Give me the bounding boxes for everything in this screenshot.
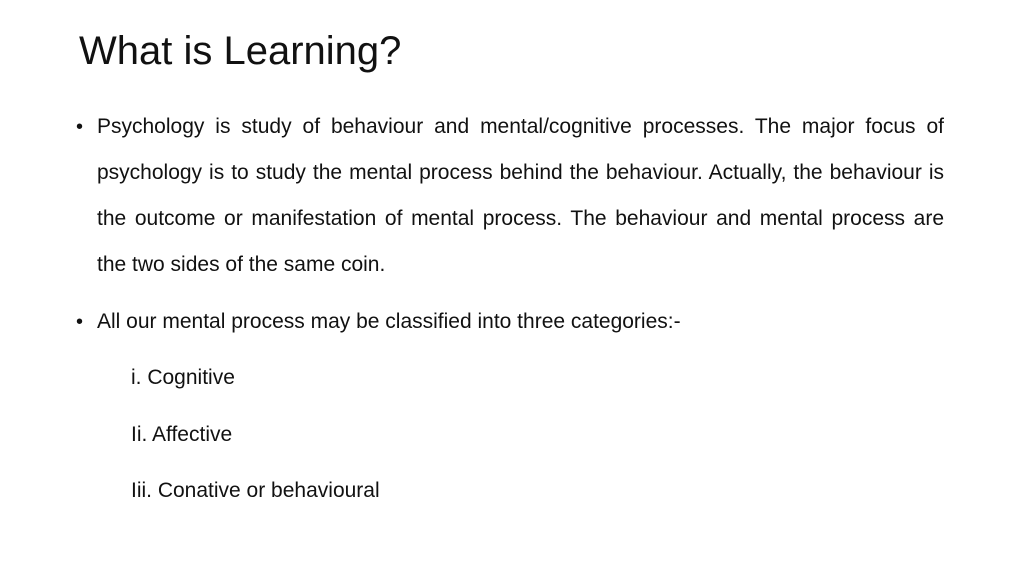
- bullet-dot-icon: •: [76, 311, 84, 333]
- bullet-text: All our mental process may be classified into three categories:-: [97, 310, 681, 333]
- category-item-cognitive: i. Cognitive: [131, 366, 235, 389]
- bullet-item-categories: [76, 299, 944, 345]
- bullet-item-definition: [76, 104, 944, 288]
- bullet-text: Psychology is study of behaviour and mental/cognitive processes. The major focus of psychology is to study the mental process behind the behaviour. Actually, the behaviour is the outcome or manifestation of mental process. The behaviour and mental process are the two sides of the same coin.: [97, 115, 944, 276]
- category-item-conative: Iii. Conative or behavioural: [131, 479, 380, 502]
- slide-title: What is Learning?: [79, 29, 402, 73]
- bullet-dot-icon: •: [76, 116, 84, 138]
- category-item-affective: Ii. Affective: [131, 423, 233, 446]
